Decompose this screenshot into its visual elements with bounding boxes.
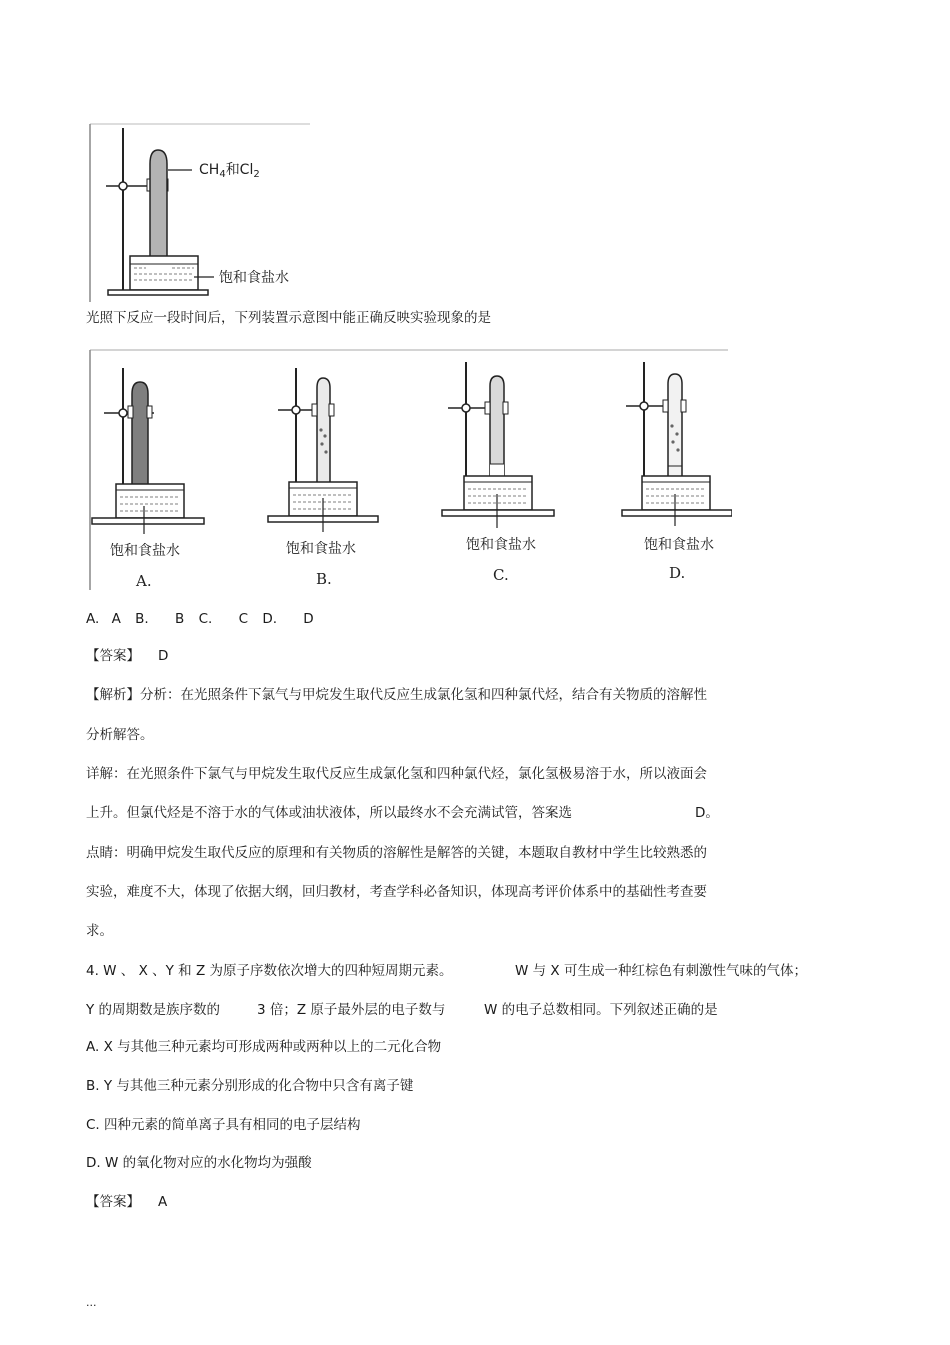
analysis-line-2: 分析解答。 [86,727,154,743]
figure-initial-apparatus [88,122,320,304]
question-text: 光照下反应一段时间后，下列装置示意图中能正确反映实验现象的是 [86,310,491,326]
analysis-line-1: 【解析】分析：在光照条件下氯气与甲烷发生取代反应生成氯化氢和四种氯代烃，结合有关物质的溶解性 [86,687,707,703]
option-key-d: D. [262,611,277,627]
detail-line-2a: 上升。但氯代烃是不溶于水的气体或油状液体，所以最终水不会充满试管，答案选 [86,805,572,821]
option-text-a: A [111,611,121,627]
option-text-d: D [303,611,314,627]
liquid-label-a: 饱和食盐水 [110,543,180,559]
option-text-c: C [238,611,249,627]
q4-answer-value: A [158,1194,168,1210]
q4-stem-1b: W 与 X 可生成一种红棕色有刺激性气味的气体； [515,963,807,979]
q3-answer [86,647,168,665]
q4-stem-2a: Y 的周期数是族序数的 [86,1002,221,1018]
q4-option-d: D. W 的氧化物对应的水化物均为强酸 [86,1155,312,1171]
q4-answer-label: 【答案】 [86,1194,140,1210]
q4-option-c: C. 四种元素的简单离子具有相同的电子层结构 [86,1117,361,1133]
q4-stem-1a: 4. W 、 X 、Y 和 Z 为原子序数依次增大的四种短周期元素。 [86,963,453,979]
comment-line-2: 实验，难度不大，体现了依据大纲，回归教材，考查学科必备知识，体现高考评价体系中的基础性考查要 [86,884,707,900]
option-key-a: A. [86,611,100,627]
footer-ellipsis: ... [86,1296,97,1309]
choice-letter-a: A. [136,572,152,590]
option-key-c: C. [198,611,213,627]
q4-option-a: A. X 与其他三种元素均可形成两种或两种以上的二元化合物 [86,1039,442,1055]
answer-label: 【答案】 [86,648,140,664]
apparatus-a [92,368,204,534]
apparatus-d [622,362,732,526]
liquid-label: 饱和食盐水 [219,270,289,286]
comment-line-3: 求。 [86,923,113,939]
q3-options [86,610,314,628]
q4-option-b: B. Y 与其他三种元素分别形成的化合物中只含有离子键 [86,1078,414,1094]
option-text-b: B [175,611,185,627]
comment-line-1: 点睛：明确甲烷发生取代反应的原理和有关物质的溶解性是解答的关键，本题取自教材中学生比较熟悉的 [86,845,707,861]
q4-stem-2c: W 的电子总数相同。下列叙述正确的是 [484,1002,718,1018]
apparatus-b [268,368,378,532]
figure-answer-choices [88,348,732,592]
detail-line-1: 详解：在光照条件下氯气与甲烷发生取代反应生成氯化氢和四种氯代烃，氯化氢极易溶于水，所以液面会 [86,766,707,782]
gas-label: $CH_4$和$Cl_2$ [199,162,260,180]
q4-stem-2b: 3 倍；Z 原子最外层的电子数与 [257,1002,446,1018]
choice-letter-b: B. [316,570,332,588]
answer-value: D [158,648,169,664]
apparatus-c [442,362,554,528]
option-key-b: B. [135,611,149,627]
choice-letter-d: D. [669,564,686,582]
choice-letter-c: C. [493,566,509,584]
q4-answer [86,1193,167,1211]
detail-line-2b: D。 [695,805,719,821]
liquid-label-c: 饱和食盐水 [466,537,536,553]
liquid-label-b: 饱和食盐水 [286,541,356,557]
liquid-label-d: 饱和食盐水 [644,537,714,553]
